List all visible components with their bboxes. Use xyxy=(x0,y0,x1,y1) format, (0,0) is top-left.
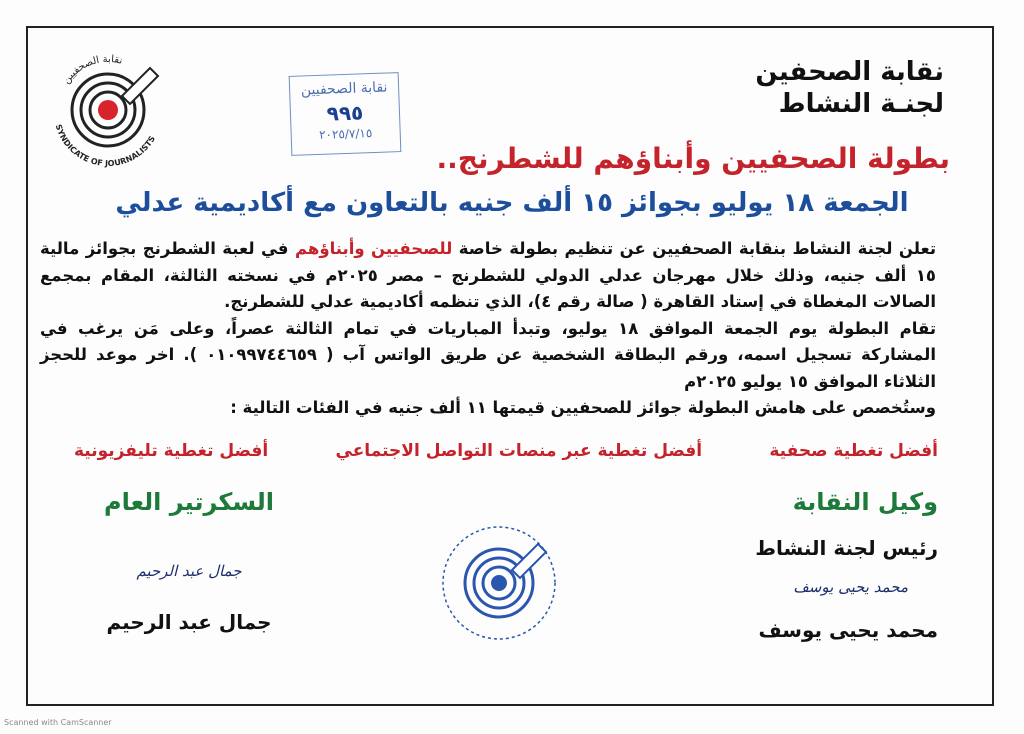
svg-text:نقابة الصحفيين xyxy=(61,54,124,86)
signatory-name: محمد يحيى يوسف xyxy=(758,618,938,642)
stamp-org: نقابة الصحفيين xyxy=(300,79,388,99)
signature-block-left xyxy=(104,488,274,634)
org-name: نقابة الصحفين xyxy=(755,57,944,87)
stamp-number: ٩٩٥ xyxy=(326,100,364,126)
syndicate-logo-top xyxy=(38,40,178,184)
sub-title: الجمعة ١٨ يوليو بجوائز ١٥ ألف جنيه بالتعاون مع أكاديمية عدلي xyxy=(115,188,909,218)
announcement-body xyxy=(40,236,936,422)
paragraph-1-end: في لعبة الشطرنج بجوائز مالية ١٥ ألف جنيه، وذلك خلال مهرجان عدلي الدولي للشطرنج – مصر ٢٠٢٥م في نسخته الثالثة، المقام بمجمع الصالات المغطاة في إستاد القاهرة ( صالة رقم ٤)، الذي تنظمه أكاديمية عدلي للشطرنج. xyxy=(40,239,936,311)
category-item: أفضل تغطية تليفزيونية xyxy=(74,441,269,461)
paragraph-1-start: تعلن لجنة النشاط بنقابة الصحفيين عن تنظيم بطولة خاصة xyxy=(458,239,937,258)
signature-title: وكيل النقابة xyxy=(792,488,938,516)
stamp-date: ٢٠٢٥/٧/١٥ xyxy=(318,126,373,142)
award-categories xyxy=(74,441,938,461)
scanner-watermark: Scanned with CamScanner xyxy=(4,718,112,727)
handwritten-signature: جمال عبد الرحيم xyxy=(136,562,242,580)
category-item: أفضل تغطية صحفية xyxy=(769,441,938,461)
handwritten-signature: محمد يحيى يوسف xyxy=(793,578,908,596)
syndicate-logo-bottom xyxy=(434,518,564,652)
received-stamp xyxy=(289,72,402,156)
signatory-name: جمال عبد الرحيم xyxy=(106,610,272,634)
signature-block-right xyxy=(755,488,938,642)
highlight-text: للصحفيين وأبناؤهم xyxy=(294,239,453,258)
signature-title: السكرتير العام xyxy=(104,488,275,516)
paragraph-3: وستُخصص على هامش البطولة جوائز للصحفيين قيمتها ١١ ألف جنيه في الفئات التالية : xyxy=(230,398,936,417)
main-title: بطولة الصحفيين وأبناؤهم للشطرنج.. xyxy=(436,142,950,175)
committee-name: لجنـة النشاط xyxy=(778,89,944,119)
paragraph-1 xyxy=(40,236,936,316)
org-header xyxy=(755,56,944,120)
paragraph-2: تقام البطولة يوم الجمعة الموافق ١٨ يوليو، وتبدأ المباريات في تمام الثالثة عصراً، وعلى مَن يرغب في المشاركة تسجيل اسمه، ورقم البطاقة الشخصية عن طريق الواتس آب ( ٠١٠٩٩٧٤٤٦٥٩ ). اخر موعد للحجز الثلاثاء الموافق ١٥ يوليو ٢٠٢٥م xyxy=(40,318,937,391)
signature-role: رئيس لجنة النشاط xyxy=(755,536,938,560)
category-item: أفضل تغطية عبر منصات التواصل الاجتماعي xyxy=(335,441,703,461)
logo-bottom-text: SYNDICATE OF JOURNALISTS xyxy=(53,123,158,169)
logo-top-text: نقابة الصحفيين xyxy=(60,53,124,87)
